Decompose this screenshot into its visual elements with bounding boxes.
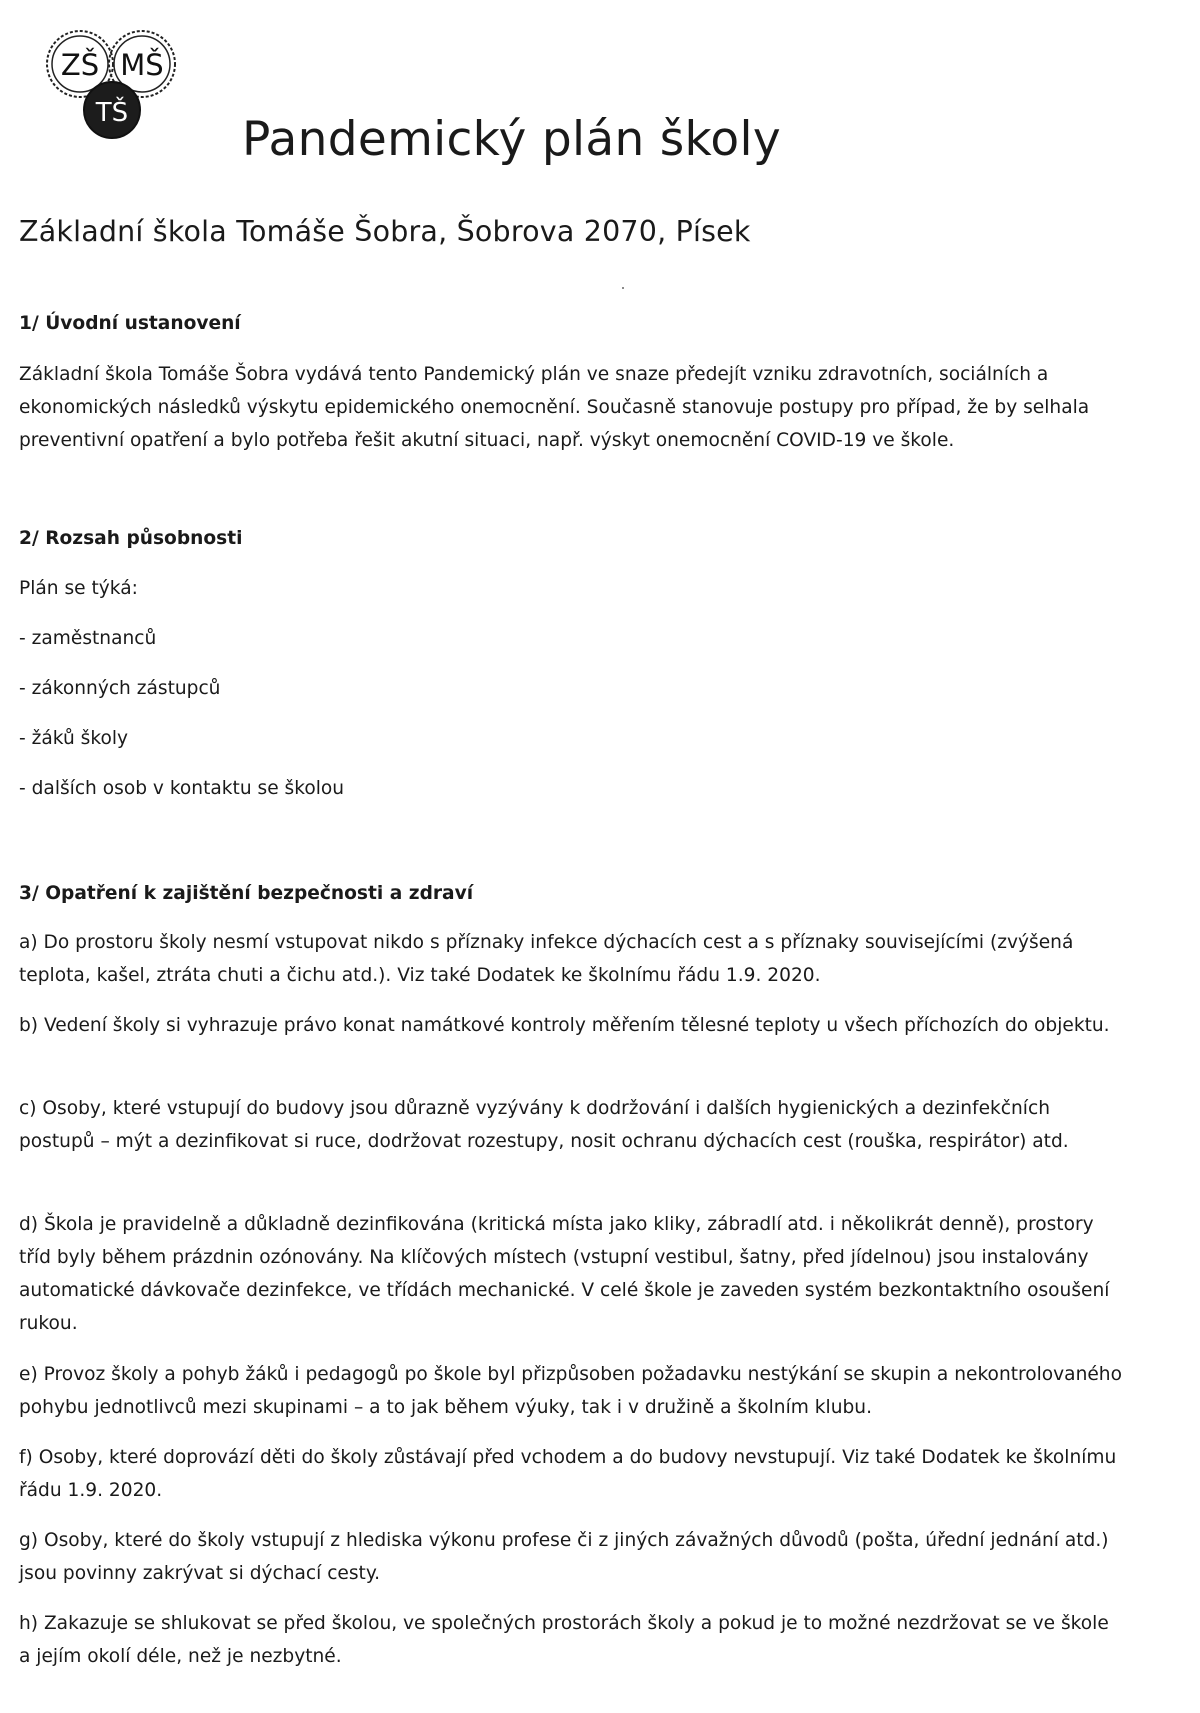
paragraph-b: b) Vedení školy si vyhrazuje právo konat namátkové kontroly měřením tělesné teploty u všech příchozích do objektu. [19,1015,1110,1036]
section-3-heading: 3/ Opatření k zajištění bezpečnosti a zdraví [19,883,474,904]
list-item: - zaměstnanců [19,628,157,649]
scan-speck [622,287,624,289]
logo-letters-ts: TŠ [95,98,129,128]
document-subtitle: Základní škola Tomáše Šobra, Šobrova 2070, Písek [19,215,751,248]
section-1-paragraph: Základní škola Tomáše Šobra vydává tento Pandemický plán ve snaze předejít vzniku zdravotních, sociálních a ekonomických následků výskytu epidemického onemocnění. Současně stanovuje postupy pro případ, že by selhala preventivní opatření a bylo potřeba řešit akutní situaci, např. výskyt onemocnění COVID-19 ve škole. [19,364,1090,451]
paragraph-e: e) Provoz školy a pohyb žáků i pedagogů po škole byl přizpůsoben požadavku nestýkání se skupin a nekontrolovaného pohybu jednotlivců mezi skupinami – a to jak během výuky, tak i v družině a školním klubu. [19,1364,1122,1418]
paragraph-h: h) Zakazuje se shlukovat se před školou, ve společných prostorách školy a pokud je to možné nezdržovat se ve škole a jejím okolí déle, než je nezbytné. [19,1613,1109,1667]
section-2-heading: 2/ Rozsah působnosti [19,528,243,549]
section-2-intro: Plán se týká: [19,578,138,599]
school-logo [30,12,200,142]
list-item: - dalších osob v kontaktu se školou [19,778,345,799]
list-item: - žáků školy [19,728,129,749]
document-title: Pandemický plán školy [242,112,781,167]
paragraph-f: f) Osoby, které doprovází děti do školy zůstávají před vchodem a do budovy nevstupují. Viz také Dodatek ke školnímu řádu 1.9. 2020. [19,1447,1117,1501]
section-1-heading: 1/ Úvodní ustanovení [19,313,241,334]
list-item: - zákonných zástupců [19,678,221,699]
paragraph-g: g) Osoby, které do školy vstupují z hlediska výkonu profese či z jiných závažných důvodů (pošta, úřední jednání atd.) jsou povinny zakrývat si dýchací cesty. [19,1530,1109,1584]
logo-letters-zs: ZŠ [60,48,100,82]
paragraph-c: c) Osoby, které vstupují do budovy jsou důrazně vyzývány k dodržování i dalších hygienických a dezinfekčních postupů – mýt a dezinfikovat si ruce, dodržovat rozestupy, nosit ochranu dýchacích cest (rouška, respirátor) atd. [19,1098,1069,1152]
paragraph-d: d) Škola je pravidelně a důkladně dezinfikována (kritická místa jako kliky, zábradlí atd. i několikrát denně), prostory tříd byly během prázdnin ozónovány. Na klíčových místech (vstupní vestibul, šatny, před jídelnou) jsou instalovány automatické dávkovače dezinfekce, ve třídách mechanické. V celé škole je zaveden systém bezkontaktního osoušení rukou. [19,1214,1110,1334]
logo-letters-ms: MŠ [120,48,164,82]
paragraph-a: a) Do prostoru školy nesmí vstupovat nikdo s příznaky infekce dýchacích cest a s příznaky souvisejícími (zvýšená teplota, kašel, ztráta chuti a čichu atd.). Viz také Dodatek ke školnímu řádu 1.9. 2020. [19,932,1074,986]
